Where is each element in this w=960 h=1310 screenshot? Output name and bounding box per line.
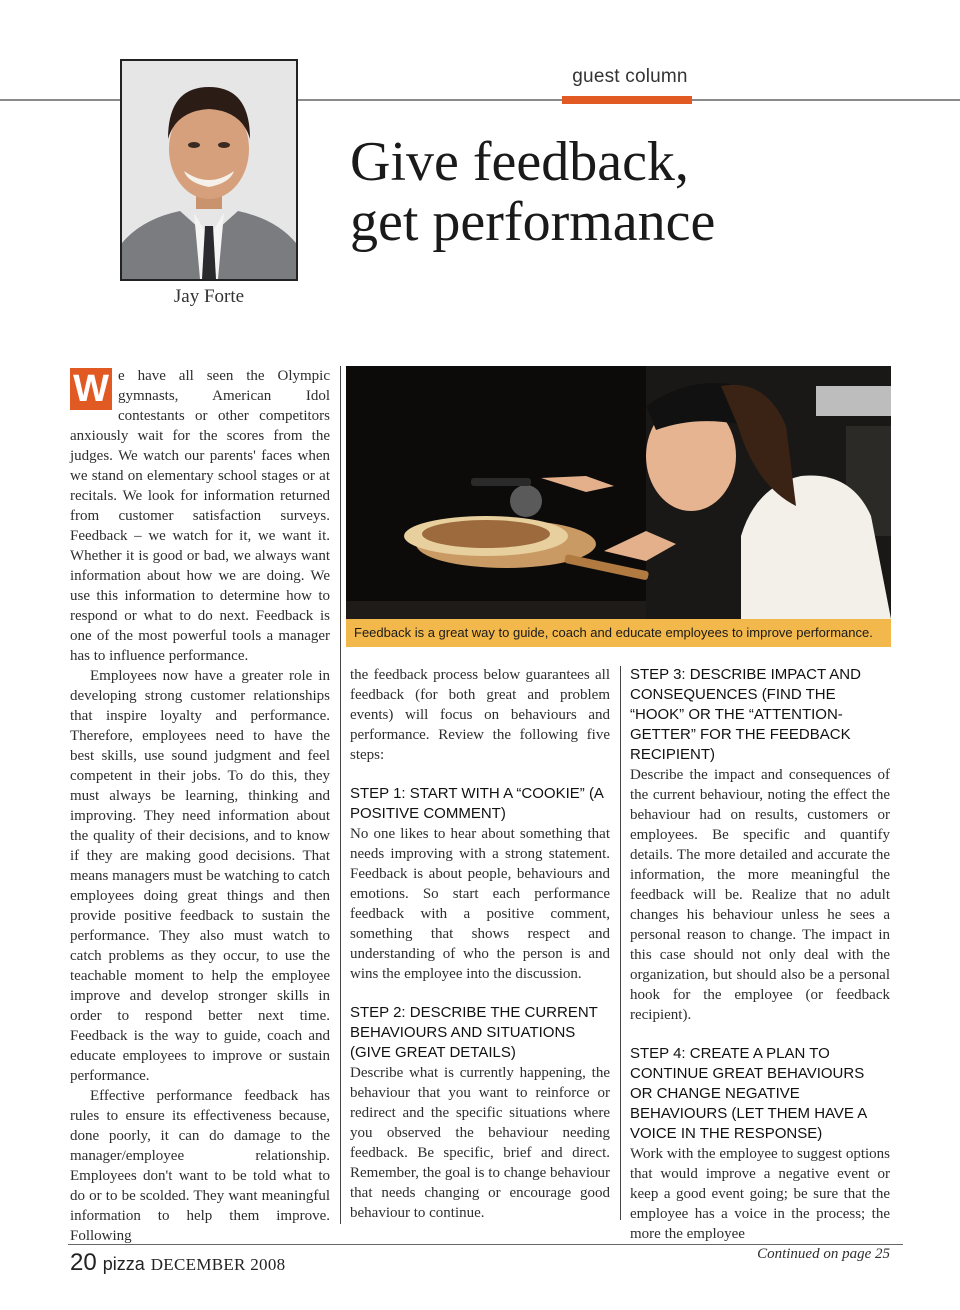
paragraph: the feedback process below guarantees all feedback (for both great and problem events) will focus on behaviours and performance. Review the following five steps:	[350, 667, 610, 763]
section-label: guest column	[572, 66, 688, 87]
paragraph: Effective performance feedback has rules to ensure its effectiveness because, done poorly, it can do damage to the manager/employee relationship. Employees don't want to be told what to do or to be scolded. They want meaningful information to help them improve. Following	[70, 1088, 330, 1244]
paragraph: e have all seen the Olympic gymnasts, American Idol contestants or other competitors anxiously wait for the scores from the judges. We watch our parents' faces when we stand on elementary school stages or at recitals. We look for information returned from customer satisfaction surveys. Feedback – we watch for it, we want it. Whether it is good or bad, we always want information about how we are doing. We use this information to determine how to respond or what to do next. Feedback is one of the most powerful tools a manager has to influence performance.	[70, 368, 330, 664]
column-divider	[340, 366, 341, 1224]
text-column-2	[350, 665, 610, 1223]
step-3-heading: STEP 3: DESCRIBE IMPACT AND CONSEQUENCES (FIND THE “HOOK” OR THE “ATTENTION-GETTER” FOR THE FEEDBACK RECIPIENT)	[630, 666, 861, 763]
step-2-body: Describe what is currently happening, the behaviour that you want to reinforce or redirect and the specific situations where you observed the behaviour needing feedback. Be specific, brief and direct. Remember, the goal is to change behaviour that needs changing or encourage good behaviour to continue.	[350, 1065, 610, 1221]
author-photo	[120, 59, 298, 281]
step-4-body: Work with the employee to suggest options that would improve a negative event or keep a good event going; be sure that the employee has a voice in the process; the more the employee	[630, 1146, 890, 1242]
paragraph: Employees now have a greater role in developing strong customer relationships that inspire loyalty and performance. Therefore, employees need to have the best skills, use sound judgment and feel competent in their jobs. To do this, they must always be learning, thinking and improving. They need information about the quality of their decisions, and to know if they are making good decisions. That means managers must be watching to catch employees doing great things and then provide positive feedback to sustain the performance. They also must watch to catch problems as they occur, to use the teachable moment to help the employee improve and develop stronger skills in order to respond better next time. Feedback is the way to guide, coach and educate employees to improve or sustain performance.	[70, 668, 330, 1084]
continued-note: Continued on page 25	[757, 1246, 890, 1262]
step-1-body: No one likes to hear about something that needs improving with a strong statement. Feedback is about people, behaviours and emotions. So start each performance feedback with a positive comment, something that shows respect and understanding of who the person is and wins the employee into the discussion.	[350, 826, 610, 982]
article-headline	[350, 132, 950, 252]
step-4-heading: STEP 4: CREATE A PLAN TO CONTINUE GREAT BEHAVIOURS OR CHANGE NEGATIVE BEHAVIOURS (LET THEM HAVE A VOICE IN THE RESPONSE)	[630, 1045, 867, 1142]
page-footer	[70, 1249, 285, 1277]
footer-rule	[68, 1244, 903, 1245]
column-divider	[620, 666, 621, 1220]
article-photo	[346, 366, 891, 619]
headline-line-1: Give feedback,	[350, 131, 689, 193]
step-3-body: Describe the impact and consequences of the current behaviour, noting the effect the behaviour had on results, customers or employees. Be specific and quantify details. The more detailed and accurate the information, the more meaningful the feedback will be. Realize that no adult changes his behaviour unless he sees a personal reason to change. The impact in this case should not only deal with the organization, but should also be a personal hook for the employee (or feedback recipient).	[630, 767, 890, 1023]
section-accent-bar	[562, 96, 692, 104]
issue-date: DECEMBER 2008	[150, 1255, 286, 1274]
page-number: 20	[70, 1249, 97, 1276]
headline-line-2: get performance	[350, 191, 716, 253]
photo-caption: Feedback is a great way to guide, coach and educate employees to improve performance.	[346, 619, 891, 647]
pizza-worker-image	[346, 366, 891, 619]
author-name: Jay Forte	[173, 286, 245, 307]
drop-cap: W	[70, 368, 112, 410]
text-column-3	[630, 665, 890, 1264]
text-column-1	[70, 366, 330, 1246]
step-2-heading: STEP 2: DESCRIBE THE CURRENT BEHAVIOURS AND SITUATIONS (GIVE GREAT DETAILS)	[350, 1004, 598, 1061]
step-1-heading: STEP 1: START WITH A “COOKIE” (A POSITIVE COMMENT)	[350, 785, 604, 822]
author-portrait-image	[122, 61, 296, 279]
magazine-name: pizza	[102, 1254, 145, 1274]
